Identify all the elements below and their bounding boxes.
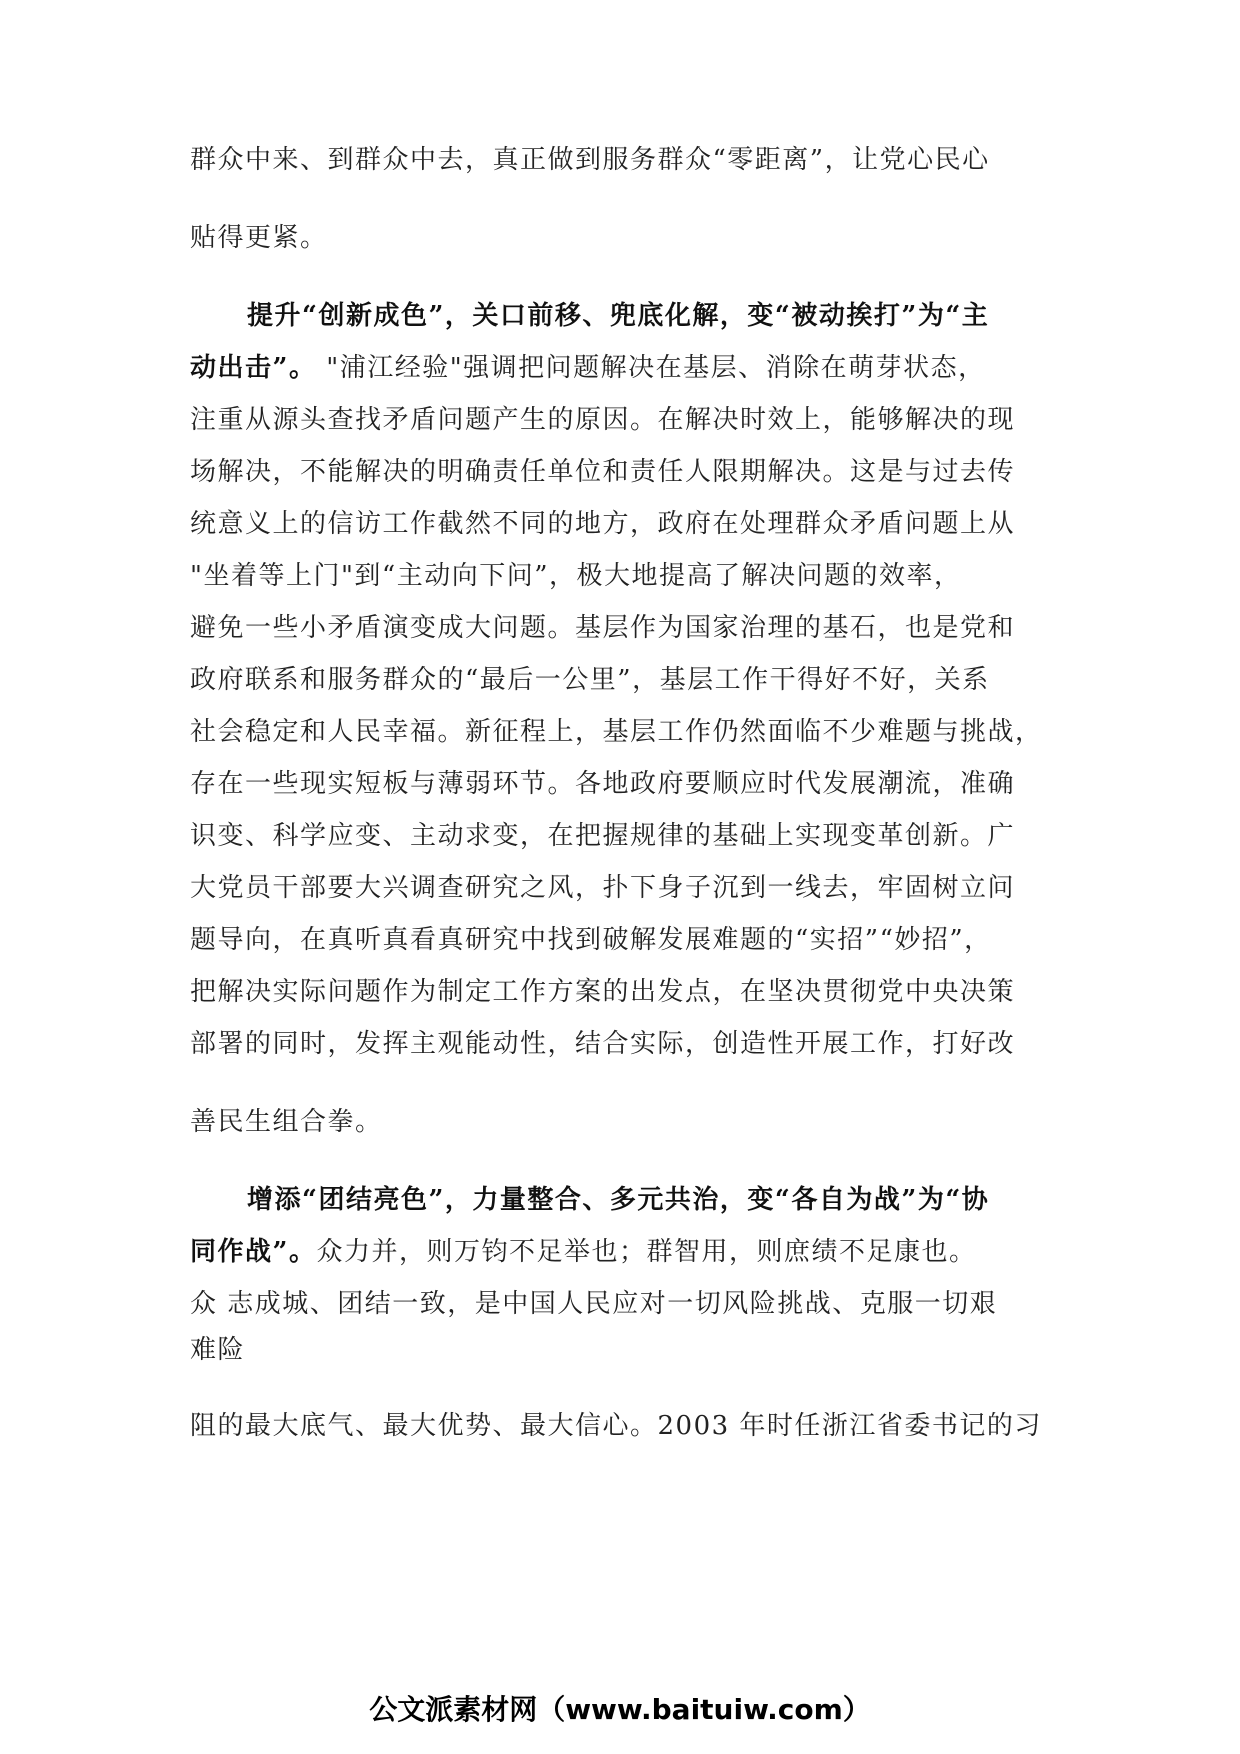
paragraph-text: "浦江经验"强调把问题解决在基层、消除在萌芽状态， [316, 353, 986, 383]
text-line: 题导向，在真听真看真研究中找到破解发展难题的“实招”“妙招”， [190, 925, 992, 955]
text-line: 阻的最大底气、最大优势、最大信心。2003 年时任浙江省委书记的习 [190, 1411, 1042, 1441]
text-line: 把解决实际问题作为制定工作方案的出发点，在坚决贯彻党中央决策 [190, 977, 1016, 1007]
text-line: 难险 [190, 1335, 246, 1365]
section-heading: 增添“团结亮色”，力量整合、多元共治，变“各自为战”为“协 [247, 1185, 990, 1215]
text-line: 善民生组合拳。 [190, 1107, 383, 1137]
text-line: 群众中来、到群众中去，真正做到服务群众“零距离”，让党心民心 [190, 145, 990, 175]
text-line: 社会稳定和人民幸福。新征程上，基层工作仍然面临不少难题与挑战， [190, 717, 1043, 747]
text-line: 统意义上的信访工作截然不同的地方，政府在处理群众矛盾问题上从 [190, 509, 1016, 539]
text-line: 存在一些现实短板与薄弱环节。各地政府要顺应时代发展潮流，准确 [190, 769, 1016, 799]
text-line: 大党员干部要大兴调查研究之风，扑下身子沉到一线去，牢固树立问 [190, 873, 1016, 903]
section-heading-end: 同作战”。 [190, 1237, 317, 1267]
section-heading-end: 动出击”。 [190, 353, 317, 383]
heading-paragraph-line [190, 1234, 1070, 1270]
text-line: 政府联系和服务群众的“最后一公里”，基层工作干得好不好，关系 [190, 665, 990, 695]
text-line: 贴得更紧。 [190, 223, 328, 253]
text-line: "坐着等上门"到“主动向下问”，极大地提高了解决问题的效率， [190, 561, 962, 591]
text-line: 注重从源头查找矛盾问题产生的原因。在解决时效上，能够解决的现 [190, 405, 1016, 435]
text-line: 避免一些小矛盾演变成大问题。基层作为国家治理的基石，也是党和 [190, 613, 1016, 643]
footer-watermark: 公文派素材网（www.baituiw.com） [369, 1693, 871, 1726]
text-line: 场解决，不能解决的明确责任单位和责任人限期解决。这是与过去传 [190, 457, 1016, 487]
section-heading: 提升“创新成色”，关口前移、兜底化解，变“被动挨打”为“主 [247, 301, 990, 331]
text-line: 众 志成城、团结一致，是中国人民应对一切风险挑战、克服一切艰 [190, 1289, 998, 1319]
text-line: 部署的同时，发挥主观能动性，结合实际，创造性开展工作，打好改 [190, 1029, 1016, 1059]
text-line: 识变、科学应变、主动求变，在把握规律的基础上实现变革创新。广 [190, 821, 1016, 851]
paragraph-text: 众力并，则万钧不足举也；群智用，则庶绩不足康也。 [316, 1237, 977, 1267]
heading-paragraph-line [190, 350, 1070, 386]
